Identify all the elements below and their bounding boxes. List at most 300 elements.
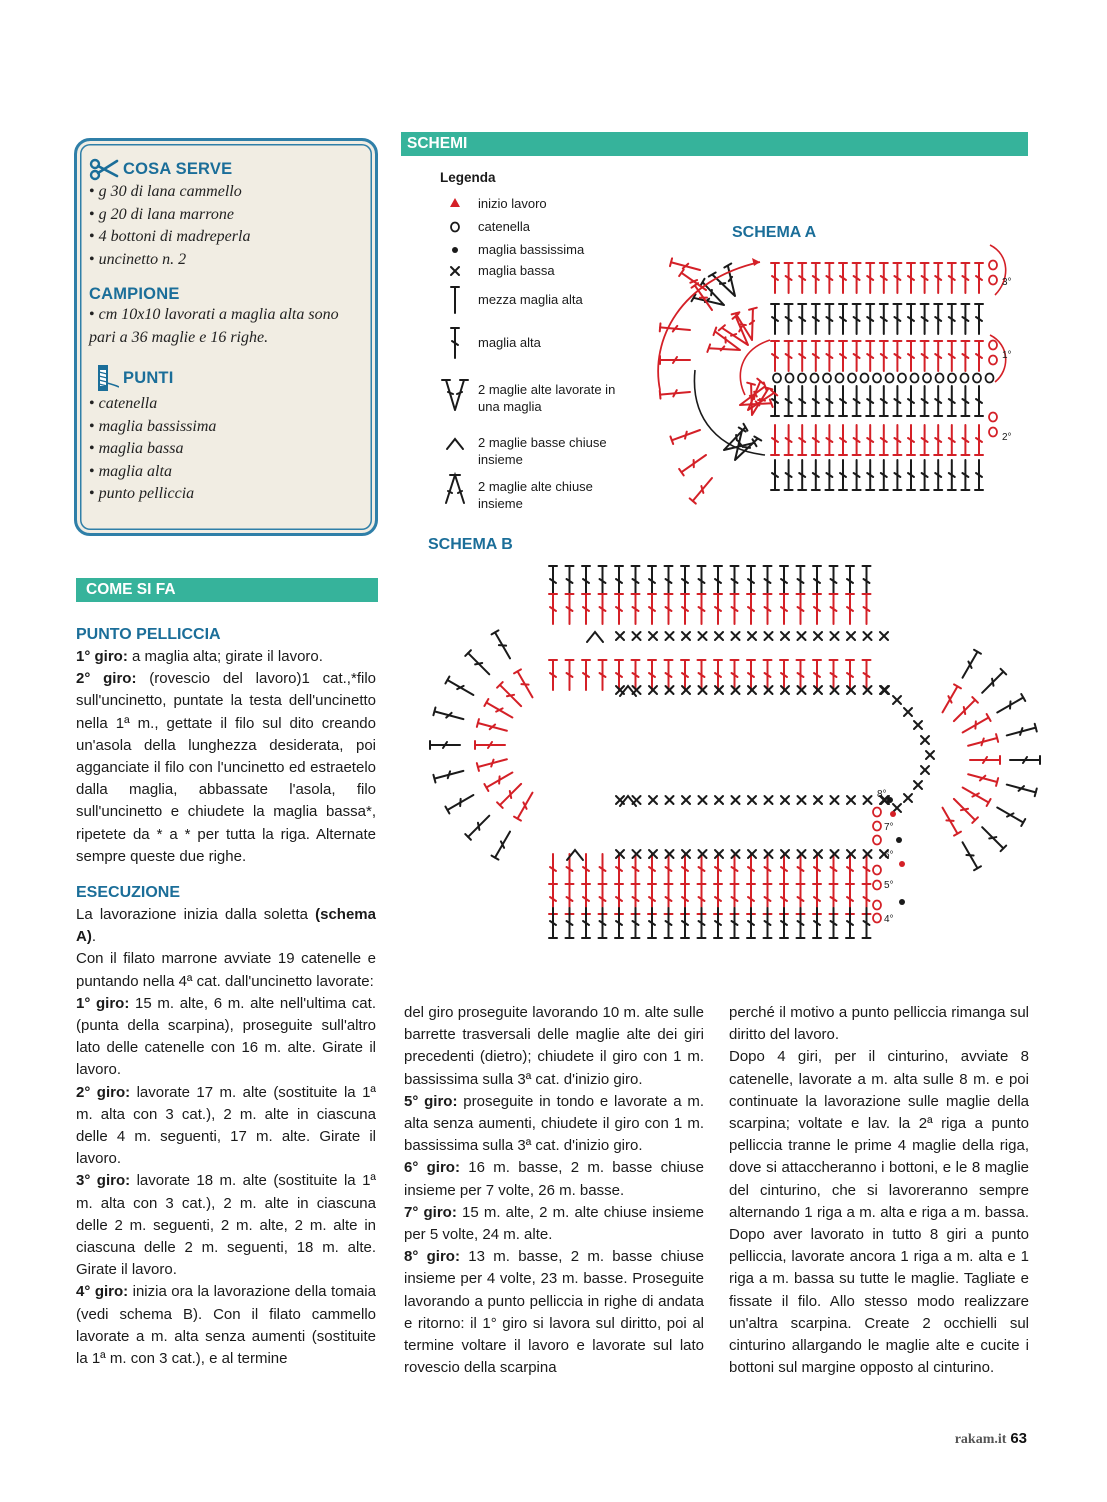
double-crochet-symbol (731, 566, 739, 596)
instructions-column-middle (404, 1002, 704, 1379)
chain-symbol (873, 901, 881, 910)
paragraph: 1° giro: a maglia alta; girate il lavoro. (76, 648, 323, 665)
double-crochet-symbol (939, 684, 961, 714)
double-crochet-symbol (764, 594, 772, 624)
red-triangle-symbol (450, 198, 460, 207)
legend-label: 2 maglie alte chiuse insieme (478, 479, 593, 511)
double-crochet-symbol (853, 425, 861, 455)
list-item: • g 30 di lana cammello (89, 181, 365, 204)
double-crochet-symbol (492, 830, 514, 860)
double-crochet-symbol (798, 460, 806, 490)
double-crochet-symbol (681, 566, 689, 596)
double-crochet-symbol (907, 341, 915, 371)
come-si-fa-bar: COME SI FA (76, 578, 378, 602)
round-number-label: 1° (1002, 350, 1012, 361)
double-crochet-symbol (492, 630, 514, 660)
chain-symbol (873, 836, 881, 845)
double-crochet-symbol (825, 304, 833, 334)
list-item: • cm 10x10 lavorati a maglia alta sono pari a 36 maglie e 16 righe. (89, 304, 365, 349)
single-crochet-symbol (732, 632, 740, 640)
double-crochet-symbol (961, 460, 969, 490)
double-crochet-symbol (921, 263, 929, 293)
single-crochet-symbol (781, 796, 789, 804)
double-crochet-symbol (970, 756, 1000, 764)
double-crochet-symbol (771, 304, 779, 334)
double-crochet-symbol (785, 341, 793, 371)
single-crochet-symbol (781, 632, 789, 640)
double-crochet-symbol (599, 854, 607, 884)
double-crochet-symbol (433, 707, 464, 722)
double-crochet-symbol (939, 806, 961, 836)
double-crochet-symbol (880, 386, 888, 416)
double-crochet-symbol (934, 425, 942, 455)
double-crochet-symbol (632, 594, 640, 624)
double-crochet-symbol (731, 594, 739, 624)
single-crochet-symbol (748, 796, 756, 804)
double-crochet-symbol (863, 594, 871, 624)
chain-symbol (873, 866, 881, 875)
double-crochet-symbol (830, 908, 838, 938)
chain-symbol (848, 374, 856, 383)
double-crochet-symbol (797, 908, 805, 938)
double-crochet-symbol (798, 341, 806, 371)
double-crochet-symbol (785, 425, 793, 455)
double-crochet-symbol (880, 460, 888, 490)
chain-symbol (936, 374, 944, 383)
slip-stitch-symbol (887, 797, 893, 803)
double-crochet-symbol (477, 755, 508, 770)
two-dc-in-one-symbol (707, 328, 744, 363)
legend-label: maglia bassa (478, 263, 555, 278)
paragraph: 6° giro: 16 m. basse, 2 m. basse chiuse insieme per 7 volte, 26 m. basse. (404, 1159, 704, 1199)
double-crochet-symbol (921, 304, 929, 334)
chain-symbol (451, 223, 459, 232)
double-crochet-symbol (582, 854, 590, 884)
double-crochet-symbol (934, 263, 942, 293)
slip-stitch-symbol (899, 861, 905, 867)
single-crochet-symbol (847, 632, 855, 640)
chain-symbol (989, 413, 997, 422)
campione-title: CAMPIONE (89, 285, 180, 303)
single-crochet-symbol (715, 632, 723, 640)
double-crochet-symbol (514, 791, 536, 821)
legend-label: 2 maglie alte lavorate in una maglia (478, 382, 616, 414)
double-crochet-symbol (475, 741, 505, 749)
chain-symbol (923, 374, 931, 383)
double-crochet-symbol (825, 386, 833, 416)
double-crochet-symbol (747, 908, 755, 938)
double-crochet-symbol (846, 908, 854, 938)
double-crochet-symbol (921, 341, 929, 371)
double-crochet-symbol (747, 594, 755, 624)
double-crochet-symbol (747, 566, 755, 596)
double-crochet-symbol (961, 784, 991, 806)
legend-label: maglia alta (478, 335, 541, 350)
double-crochet-symbol (934, 304, 942, 334)
double-crochet-symbol (880, 304, 888, 334)
double-crochet-symbol (690, 475, 715, 503)
chain-symbol (873, 374, 881, 383)
paragraph: 1° giro: 15 m. alte, 6 m. alte nell'ultima cat. (punta della scarpina), proseguite sull'altro lato delle catenelle con 16 m. alte. Girate il lavoro. (76, 994, 376, 1079)
round-number-label: 4° (884, 914, 894, 925)
double-crochet-symbol (484, 769, 514, 791)
double-crochet-symbol (660, 323, 691, 334)
double-crochet-symbol (975, 263, 983, 293)
single-crochet-symbol (914, 781, 922, 789)
double-crochet-symbol (660, 388, 691, 399)
single-crochet-symbol (864, 632, 872, 640)
double-crochet-symbol (975, 425, 983, 455)
paragraph: 3° giro: lavorate 18 m. alte (sostituite la 1ª m. alta con 3 cat.), 2 m. alte in ciascuna delle 2 m. seguenti, 2 m. alte, 2 m. alte in ciascuna delle 2 m. seguenti, 18 m. alte. Girate il lavoro. (76, 1172, 376, 1279)
chain-symbol (948, 374, 956, 383)
round-number-label: 6° (884, 850, 894, 861)
double-crochet-symbol (853, 263, 861, 293)
double-crochet-symbol (433, 767, 464, 782)
double-crochet-symbol (866, 425, 874, 455)
double-crochet-symbol (566, 660, 574, 690)
chain-symbol (986, 374, 994, 383)
double-crochet-symbol (880, 425, 888, 455)
single-crochet-symbol (847, 796, 855, 804)
double-crochet-symbol (698, 594, 706, 624)
double-crochet-symbol (961, 341, 969, 371)
double-crochet-symbol (853, 304, 861, 334)
list-item: • 4 bottoni di madreperla (89, 226, 365, 249)
double-crochet-symbol (771, 263, 779, 293)
double-crochet-symbol (907, 425, 915, 455)
double-crochet-symbol (549, 566, 557, 596)
paragraph: La lavorazione inizia dalla soletta (schema A). (76, 906, 376, 946)
single-crochet-symbol (921, 736, 929, 744)
list-item: • maglia bassa (89, 438, 365, 461)
single-crochet-symbol (814, 796, 822, 804)
single-crochet-symbol (881, 686, 889, 694)
double-crochet-symbol (679, 452, 708, 476)
legend-label: inizio lavoro (478, 196, 547, 211)
double-crochet-symbol (866, 341, 874, 371)
punti-title: PUNTI (123, 368, 174, 387)
single-crochet-symbol (765, 796, 773, 804)
chain-symbol (989, 261, 997, 270)
double-crochet-symbol (921, 460, 929, 490)
slip-stitch-symbol (452, 247, 458, 253)
half-double-crochet-symbol (451, 287, 459, 313)
list-item: • uncinetto n. 2 (89, 249, 365, 272)
double-crochet-symbol (813, 908, 821, 938)
double-crochet-symbol (948, 341, 956, 371)
double-crochet-symbol (921, 425, 929, 455)
double-crochet-symbol (549, 908, 557, 938)
double-crochet-symbol (893, 263, 901, 293)
double-crochet-symbol (948, 460, 956, 490)
paragraph: 8° giro: 13 m. basse, 2 m. basse chiuse insieme per 4 volte, 23 m. basse. Proseguite lavorando a punto pelliccia in righe di andata e ritorno: il 1° giro si lavora sul diritto, poi al termine voltare il lavoro e lavorate sul lato rovescio della scarpina (404, 1248, 704, 1377)
double-crochet-symbol (975, 304, 983, 334)
double-crochet-symbol (948, 425, 956, 455)
paragraph: 5° giro: proseguite in tondo e lavorate a m. alta senza aumenti, chiudete il giro con 1 m. bassissima sulla 3ª cat. d'inizio giro. (404, 1092, 704, 1155)
double-crochet-symbol (893, 460, 901, 490)
single-crochet-symbol (921, 766, 929, 774)
schema-a-title: SCHEMA A (732, 224, 817, 241)
double-crochet-symbol (839, 341, 847, 371)
double-crochet-symbol (549, 854, 557, 884)
double-crochet-symbol (880, 341, 888, 371)
schema-b-title: SCHEMA B (428, 536, 513, 553)
double-crochet-symbol (497, 682, 524, 709)
double-crochet-symbol (893, 386, 901, 416)
double-crochet-symbol (797, 566, 805, 596)
single-crochet-symbol (649, 796, 657, 804)
double-crochet-symbol (934, 460, 942, 490)
legend-symbols (442, 198, 468, 503)
double-crochet-symbol (853, 460, 861, 490)
single-crochet-symbol (926, 751, 934, 759)
two-dc-in-one-symbol (709, 264, 747, 303)
single-crochet-symbol (649, 632, 657, 640)
chain-symbol (989, 341, 997, 350)
double-crochet-symbol (780, 566, 788, 596)
chain-symbol (898, 374, 906, 383)
double-crochet-symbol (798, 304, 806, 334)
double-crochet-symbol (665, 908, 673, 938)
double-crochet-symbol (866, 460, 874, 490)
double-crochet-symbol (893, 425, 901, 455)
list-item: • punto pelliccia (89, 483, 365, 506)
double-crochet-symbol (825, 425, 833, 455)
chain-symbol (873, 914, 881, 923)
double-crochet-symbol (975, 341, 983, 371)
chain-symbol (886, 374, 894, 383)
double-crochet-symbol (465, 813, 492, 840)
double-crochet-symbol (798, 263, 806, 293)
double-crochet-symbol (830, 594, 838, 624)
sc2tog-symbol (447, 439, 463, 449)
double-crochet-symbol (566, 566, 574, 596)
double-crochet-symbol (670, 258, 701, 273)
cosa-serve-title: COSA SERVE (123, 159, 233, 178)
double-crochet-symbol (599, 594, 607, 624)
double-crochet-symbol (959, 840, 981, 870)
double-crochet-symbol (995, 804, 1025, 826)
double-crochet-symbol (812, 263, 820, 293)
slip-stitch-symbol (899, 899, 905, 905)
double-crochet-symbol (934, 386, 942, 416)
single-crochet-symbol (666, 632, 674, 640)
double-crochet-symbol (967, 734, 998, 749)
double-crochet-symbol (451, 328, 459, 358)
double-crochet-symbol (785, 386, 793, 416)
single-crochet-symbol (831, 632, 839, 640)
double-crochet-symbol (812, 386, 820, 416)
double-crochet-symbol (785, 263, 793, 293)
double-crochet-symbol (582, 908, 590, 938)
double-crochet-symbol (961, 386, 969, 416)
paragraph: 2° giro: (rovescio del lavoro)1 cat.,*filo sull'uncinetto, puntate la testa dell'uncinetto nella 1ª m., gettate il filo sul dito creando un'asola della lunghezza desiderata, poi agganciate il filo con l'uncinetto ed estraetelo dalla maglia, abbassate l'asola, filo sull'uncinetto e chiudete la maglia bassa*, ripetete da * a * per tutta la riga. Alternate sempre queste due righe. (76, 670, 376, 865)
double-crochet-symbol (846, 566, 854, 596)
single-crochet-symbol (893, 804, 901, 812)
single-crochet-symbol (831, 796, 839, 804)
single-crochet-symbol (732, 796, 740, 804)
chain-symbol (786, 374, 794, 383)
round-number-label: 2° (1002, 432, 1012, 443)
double-crochet-symbol (465, 650, 492, 677)
single-crochet-symbol (666, 796, 674, 804)
double-crochet-symbol (853, 341, 861, 371)
single-crochet-symbol (748, 632, 756, 640)
double-crochet-symbol (599, 566, 607, 596)
double-crochet-symbol (863, 566, 871, 596)
double-crochet-symbol (948, 263, 956, 293)
chain-symbol (773, 374, 781, 383)
double-crochet-symbol (893, 341, 901, 371)
double-crochet-symbol (967, 770, 998, 785)
double-crochet-symbol (959, 650, 981, 680)
single-crochet-symbol (765, 632, 773, 640)
dc2tog-symbol (446, 475, 464, 503)
double-crochet-symbol (934, 341, 942, 371)
double-crochet-symbol (948, 304, 956, 334)
double-crochet-symbol (764, 908, 772, 938)
double-crochet-symbol (780, 908, 788, 938)
single-crochet-symbol (814, 632, 822, 640)
paragraph: del giro proseguite lavorando 10 m. alte sulle barrette trasversali delle maglie alte dei giri precedenti (dietro); chiudete il giro con 1 m. bassissima sulla 3ª cat. d'inizio giro. (404, 1004, 704, 1088)
list-item: • g 20 di lana marrone (89, 204, 365, 227)
single-crochet-symbol (864, 796, 872, 804)
double-crochet-symbol (615, 908, 623, 938)
double-crochet-symbol (731, 908, 739, 938)
double-crochet-symbol (566, 854, 574, 884)
double-crochet-symbol (907, 304, 915, 334)
single-crochet-symbol (798, 796, 806, 804)
double-crochet-symbol (771, 460, 779, 490)
double-crochet-symbol (880, 263, 888, 293)
chain-symbol (861, 374, 869, 383)
page-number: 63 (1010, 1430, 1027, 1447)
single-crochet-symbol (798, 632, 806, 640)
double-crochet-symbol (979, 824, 1006, 851)
legend-label: maglia bassissima (478, 242, 585, 257)
double-crochet-symbol (714, 566, 722, 596)
chain-symbol (989, 276, 997, 285)
double-crochet-symbol (665, 594, 673, 624)
double-crochet-symbol (599, 908, 607, 938)
double-crochet-symbol (961, 263, 969, 293)
chain-symbol (823, 374, 831, 383)
legend-label: mezza maglia alta (478, 292, 583, 307)
double-crochet-symbol (866, 386, 874, 416)
double-crochet-symbol (615, 566, 623, 596)
double-crochet-symbol (785, 460, 793, 490)
paragraph: Con il filato marrone avviate 19 catenelle e puntando nella 4ª cat. dall'uncinetto lavorate: (76, 950, 376, 990)
chain-symbol (989, 428, 997, 437)
site-name: rakam.it (954, 1432, 1007, 1447)
chain-symbol (836, 374, 844, 383)
double-crochet-symbol (951, 796, 978, 823)
chain-symbol (811, 374, 819, 383)
schema-a-diagram (658, 245, 1011, 504)
chain-symbol (798, 374, 806, 383)
double-crochet-symbol (484, 699, 514, 721)
single-crochet-symbol (616, 632, 624, 640)
double-crochet-symbol (681, 594, 689, 624)
double-crochet-symbol (812, 460, 820, 490)
double-crochet-symbol (632, 566, 640, 596)
chain-symbol (973, 374, 981, 383)
double-crochet-symbol (698, 566, 706, 596)
double-crochet-symbol (1006, 724, 1037, 739)
double-crochet-symbol (812, 341, 820, 371)
double-crochet-symbol (566, 594, 574, 624)
double-crochet-symbol (582, 566, 590, 596)
double-crochet-symbol (995, 694, 1025, 716)
legend-label: 2 maglie basse chiuse insieme (478, 435, 607, 467)
double-crochet-symbol (813, 566, 821, 596)
double-crochet-symbol (863, 908, 871, 938)
double-crochet-symbol (839, 263, 847, 293)
double-crochet-symbol (825, 341, 833, 371)
double-crochet-symbol (445, 677, 475, 699)
legend-title: Legenda (440, 170, 496, 185)
double-crochet-symbol (1006, 781, 1037, 796)
double-crochet-symbol (514, 669, 536, 699)
single-crochet-symbol (893, 696, 901, 704)
single-crochet-symbol (880, 632, 888, 640)
double-crochet-symbol (961, 425, 969, 455)
double-crochet-symbol (866, 263, 874, 293)
paragraph: 2° giro: lavorate 17 m. alte (sostituite la 1ª m. alta con 3 cat.), 2 m. alte in ciascuna delle 4 m. seguenti, 17 m. alte. Girate il lavoro. (76, 1083, 376, 1168)
single-crochet-symbol (699, 796, 707, 804)
double-crochet-symbol (907, 386, 915, 416)
double-crochet-symbol (670, 426, 701, 444)
sc2tog-symbol (587, 632, 603, 642)
double-crochet-symbol (1010, 756, 1040, 764)
double-crochet-symbol (839, 460, 847, 490)
double-crochet-symbol (780, 594, 788, 624)
page-footer (955, 1430, 1027, 1448)
instructions-column-right (729, 1002, 1029, 1379)
single-crochet-symbol (699, 632, 707, 640)
single-crochet-symbol (914, 721, 922, 729)
chain-symbol (873, 881, 881, 890)
double-crochet-symbol (771, 425, 779, 455)
paragraph: 4° giro: inizia ora la lavorazione della tomaia (vedi schema B). Con il filato cammello lavorate a m. alta senza aumenti (sostituite la 1ª m. con 3 cat.), e al termine (76, 1283, 376, 1368)
double-crochet-symbol (846, 594, 854, 624)
round-number-label: 7° (884, 822, 894, 833)
double-crochet-symbol (866, 304, 874, 334)
chain-symbol (873, 808, 881, 817)
double-crochet-symbol (615, 594, 623, 624)
double-crochet-symbol (785, 304, 793, 334)
double-crochet-symbol (812, 304, 820, 334)
paragraph: Dopo 4 giri, per il cinturino, avviate 8 catenelle, lavorate a m. alta sulle 8 m. e poi continuate la lavorazione sulle maglie della scarpina; voltate e lav. la 2ª riga a punto pelliccia tranne le prime 4 maglie della riga, dove si attaccheranno i bottoni, e le 8 maglie del cinturino, che si lavoreranno sempre alternando 1 riga a m. alta e riga a m. bassa. Dopo aver lavorato in tutto 8 giri a punto pelliccia, lavorate ancora 1 riga a m. alta e 1 riga a m. bassa su tutte le maglie. Tagliate e fissate il filo. Allo stesso modo realizzare un'altra scarpina. Create 2 occhielli sul cinturino allargando le maglie alte e cucite i bottoni sul margine opposto al cinturino. (729, 1048, 1029, 1377)
chain-symbol (873, 822, 881, 831)
double-crochet-symbol (714, 908, 722, 938)
double-crochet-symbol (961, 714, 991, 736)
double-crochet-symbol (632, 908, 640, 938)
round-number-label: 3° (1002, 277, 1012, 288)
single-crochet-symbol (682, 796, 690, 804)
chain-symbol (989, 356, 997, 365)
double-crochet-symbol (830, 566, 838, 596)
single-crochet-symbol (904, 794, 912, 802)
paragraph: perché il motivo a punto pelliccia rimanga sul diritto del lavoro. (729, 1004, 1029, 1044)
double-crochet-symbol (798, 386, 806, 416)
double-crochet-symbol (599, 660, 607, 690)
double-crochet-symbol (648, 908, 656, 938)
slip-stitch-symbol (896, 837, 902, 843)
double-crochet-symbol (797, 594, 805, 624)
single-crochet-symbol (682, 632, 690, 640)
double-crochet-symbol (812, 425, 820, 455)
